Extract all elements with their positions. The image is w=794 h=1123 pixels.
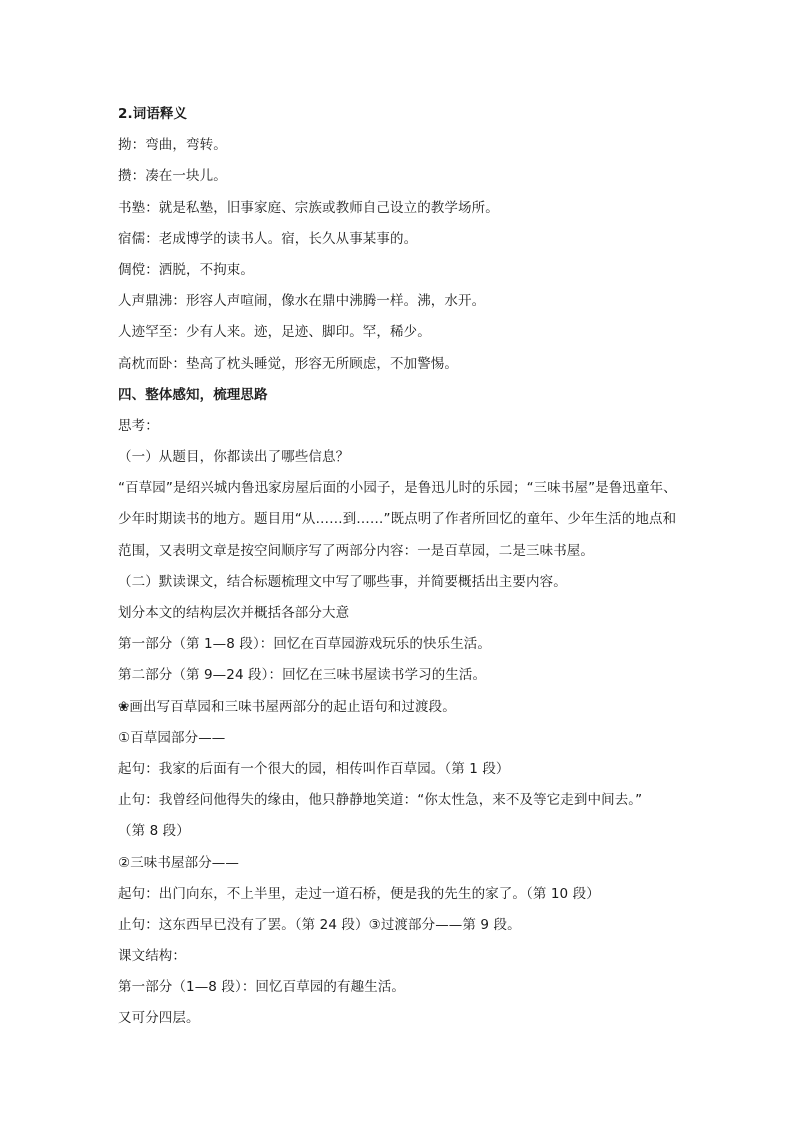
definition-shushu: 书塾：就是私塾，旧事家庭、宗族或教师自己设立的教学场所。: [118, 199, 499, 216]
definition-ao: 拗：弯曲，弯转。: [118, 137, 227, 154]
structure-part-one: 第一部分（1—8 段）：回忆百草园的有趣生活。: [118, 979, 406, 996]
question-one: （一）从题目，你都读出了哪些信息？: [118, 449, 350, 466]
structure-part-one-layers: 又可分四层。: [118, 1010, 200, 1027]
text-structure-label: 课文结构：: [118, 948, 186, 965]
part-one-summary: 第一部分（第 1—8 段）：回忆在百草园游戏玩乐的快乐生活。: [118, 636, 492, 653]
sanwei-end-and-transition: 止句：这东西早已没有了罢。（第 24 段）③过渡部分——第 9 段。: [118, 916, 521, 933]
definition-titang: 倜傥：洒脱，不拘束。: [118, 261, 254, 278]
definition-renjihanzhi: 人迹罕至：少有人来。迹，足迹、脚印。罕，稀少。: [118, 324, 431, 341]
baicaoyuan-end-paragraph-ref: （第 8 段）: [118, 823, 190, 840]
think-label: 思考：: [118, 417, 159, 434]
section-heading-overview: 四、整体感知，梳理思路: [118, 386, 268, 403]
baicaoyuan-start-sentence: 起句：我家的后面有一个很大的园，相传叫作百草园。（第 1 段）: [118, 760, 510, 777]
sanwei-section-label: ②三味书屋部分——: [118, 854, 240, 871]
document-body: [118, 99, 708, 1035]
task-instruction: ❀画出写百草园和三味书屋两部分的起止语句和过渡段。: [118, 698, 456, 715]
baicaoyuan-section-label: ①百草园部分——: [118, 729, 226, 746]
answer-one-line-3: 范围，又表明文章是按空间顺序写了两部分内容：一是百草园，二是三味书屋。: [118, 542, 594, 559]
definition-renshengdingfei: 人声鼎沸：形容人声喧闹，像水在鼎中沸腾一样。沸，水开。: [118, 293, 486, 310]
definition-suru: 宿儒：老成博学的读书人。宿，长久从事某事的。: [118, 230, 418, 247]
definition-gaozhenerwo: 高枕而卧：垫高了枕头睡觉，形容无所顾虑，不加警惕。: [118, 355, 458, 372]
structure-heading: 划分本文的结构层次并概括各部分大意: [118, 605, 350, 621]
answer-one-line-2: 少年时期读书的地方。题目用“从……到……”既点明了作者所回忆的童年、少年生活的地点和: [118, 511, 677, 528]
sanwei-start-sentence: 起句：出门向东，不上半里，走过一道石桥，便是我的先生的家了。（第 10 段）: [118, 885, 600, 902]
answer-one-line-1: “百草园”是绍兴城内鲁迅家房屋后面的小园子，是鲁迅儿时的乐园；“三味书屋”是鲁迅童年、: [118, 480, 677, 497]
question-two: （二）默读课文，结合标题梳理文中写了哪些事，并简要概括出主要内容。: [118, 573, 567, 590]
section-heading-word-definitions: 2.词语释义: [118, 106, 188, 122]
part-two-summary: 第二部分（第 9—24 段）：回忆在三味书屋读书学习的生活。: [118, 667, 487, 684]
definition-zan: 攒：凑在一块儿。: [118, 168, 227, 185]
baicaoyuan-end-sentence: 止句：我曾经问他得失的缘由，他只静静地笑道：“你太性急，来不及等它走到中间去。”: [118, 792, 643, 809]
